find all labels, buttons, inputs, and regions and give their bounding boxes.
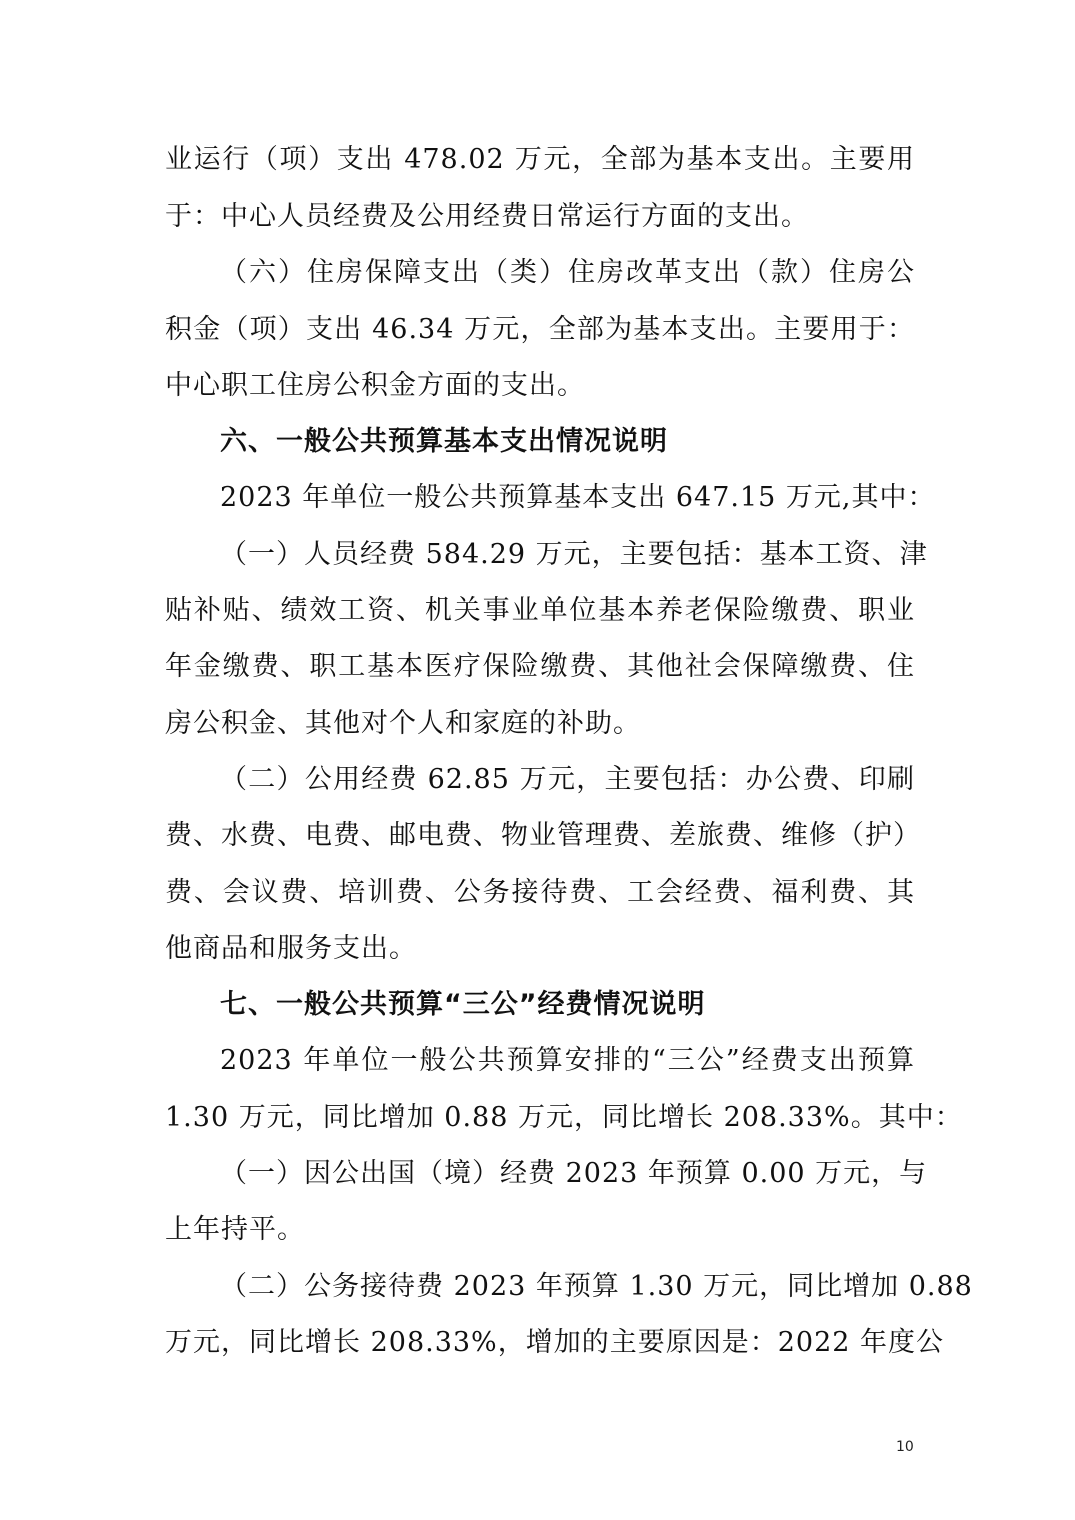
body-text-line: 上年持平。 <box>165 1214 305 1245</box>
body-text-line: （一）因公出国（境）经费 2023 年预算 0.00 万元，与 <box>220 1158 928 1189</box>
body-text-line: 房公积金、其他对个人和家庭的补助。 <box>165 708 641 739</box>
body-text-line: 中心职工住房公积金方面的支出。 <box>165 370 585 401</box>
body-text-line: 万元，同比增长 208.33%，增加的主要原因是：2022 年度公 <box>165 1327 945 1358</box>
body-text-line: （二）公用经费 62.85 万元，主要包括：办公费、印刷 <box>220 764 915 795</box>
body-text-line: 于：中心人员经费及公用经费日常运行方面的支出。 <box>165 201 809 232</box>
page-number: 10 <box>896 1439 914 1455</box>
body-text-line: 1.30 万元，同比增加 0.88 万元，同比增长 208.33%。其中： <box>165 1102 963 1133</box>
body-text-line: （六）住房保障支出（类）住房改革支出（款）住房公 <box>220 257 915 288</box>
body-text-line: 积金（项）支出 46.34 万元，全部为基本支出。主要用于： <box>165 314 915 345</box>
body-text-line: 2023 年单位一般公共预算安排的“三公”经费支出预算 <box>220 1045 915 1076</box>
section-heading-three-public-expenses: 七、一般公共预算“三公”经费情况说明 <box>220 989 706 1020</box>
section-heading-basic-expenditure: 六、一般公共预算基本支出情况说明 <box>220 426 668 457</box>
body-text-line: 2023 年单位一般公共预算基本支出 647.15 万元,其中： <box>220 482 936 513</box>
body-text-line: 贴补贴、绩效工资、机关事业单位基本养老保险缴费、职业 <box>165 595 915 626</box>
body-text-line: 年金缴费、职工基本医疗保险缴费、其他社会保障缴费、住 <box>165 651 915 682</box>
body-text-line: 他商品和服务支出。 <box>165 933 417 964</box>
body-text-line: 费、水费、电费、邮电费、物业管理费、差旅费、维修（护） <box>165 820 921 851</box>
body-text-line: （一）人员经费 584.29 万元，主要包括：基本工资、津 <box>220 539 928 570</box>
body-text-line: （二）公务接待费 2023 年预算 1.30 万元，同比增加 0.88 <box>220 1271 973 1302</box>
body-text-line: 费、会议费、培训费、公务接待费、工会经费、福利费、其 <box>165 877 915 908</box>
body-text-line: 业运行（项）支出 478.02 万元，全部为基本支出。主要用 <box>165 144 915 175</box>
